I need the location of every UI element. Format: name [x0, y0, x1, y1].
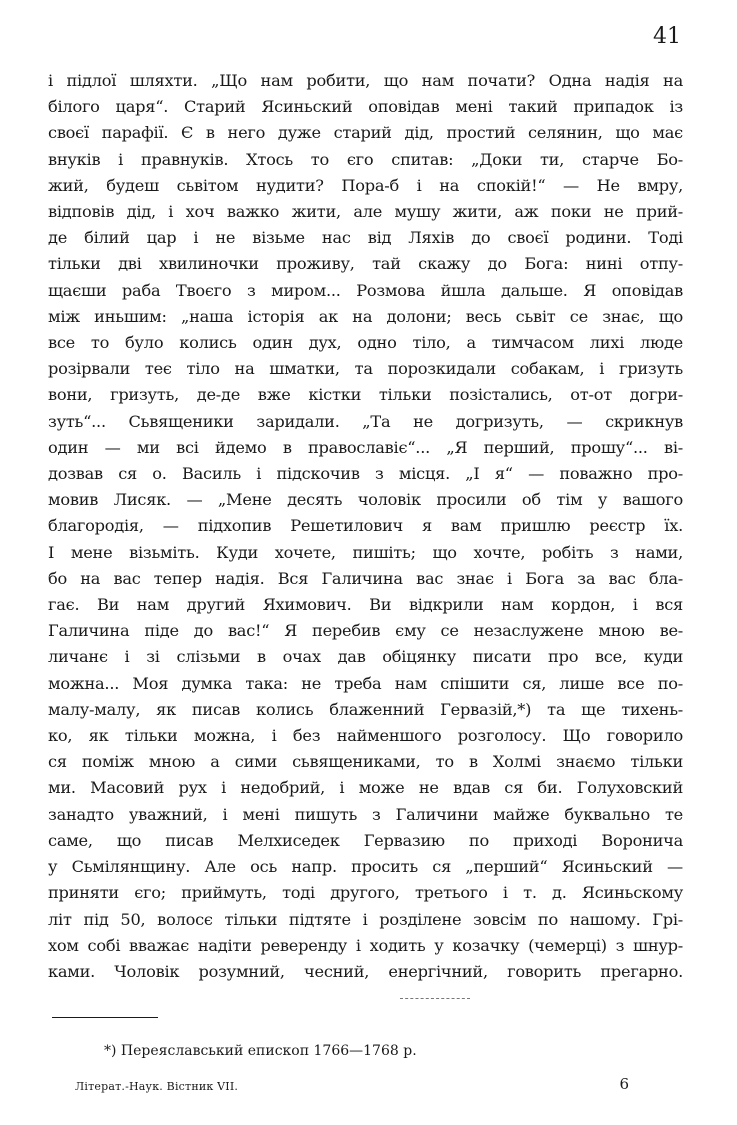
text-line: ко, як тільки можна, і без найменшого розголосу. Що говорило — [48, 726, 683, 746]
text-line: малу-малу, як писав колись блаженний Гервазій,*) та ще тихень- — [48, 699, 683, 719]
text-line: внуків і правнуків. Хтось то єго спитав: „Доки ти, старче Бо- — [48, 149, 683, 169]
text-line: де білий цар і не візьме нас від Ляхів до своєї родини. Тоді — [48, 228, 683, 248]
page-number: 41 — [653, 24, 681, 49]
footnote: *) Переяславський епископ 1766—1768 р. — [104, 1043, 417, 1059]
text-line: і підлої шляхти. „Що нам робити, що нам почати? Одна надія на — [48, 71, 683, 90]
text-line: Галичина піде до вас!“ Я перебив єму се незаслужене мною ве- — [48, 621, 683, 641]
text-line: мовив Лисяк. — „Мене десять чоловік просили об тім у вашого — [48, 490, 683, 510]
text-line: між иньшим: „наша історія ак на долони; весь сьвіт се знає, що — [48, 306, 683, 326]
text-line: личанє і зі слізьми в очах дав обіцянку писати про все, куди — [48, 647, 683, 667]
text-line: можна... Моя думка така: не треба нам спішити ся, лише все по- — [48, 673, 683, 693]
text-line: літ під 50, волосє тільки підтяте і розділене зовсім по нашому. Грі- — [48, 909, 683, 929]
body-text — [48, 68, 683, 985]
text-line: саме, що писав Мелхиседек Гервазию по приході Воронича — [48, 830, 683, 850]
text-line: тільки дві хвилиночки проживу, тай скажу до Бога: нині отпу- — [48, 254, 683, 274]
text-line: занадто уважний, і мені пишуть з Галичини майже буквально те — [48, 804, 683, 824]
printer-signature: Літерат.-Наук. Вістник VII. — [75, 1080, 239, 1093]
text-line: ся поміж мною а сими сьвящениками, то в Холмі знаємо тільки — [48, 752, 683, 772]
text-line: гає. Ви нам другий Яхимович. Ви відкрили нам кордон, і вся — [48, 595, 683, 615]
text-line: хом собі вважає надіти реверенду і ходить у козачку (чемерці) з шнур- — [48, 935, 683, 955]
text-line: приняти єго; приймуть, тоді другого, третього і т. д. Ясиньскому — [48, 883, 683, 903]
text-line: відповів дід, і хоч важко жити, але мушу жити, аж поки не прий- — [48, 202, 683, 222]
text-line: у Сьмілянщину. Але ось напр. просить ся „перший“ Ясиньский — — [48, 857, 683, 877]
text-line: ми. Масовий рух і недобрий, і може не вдав ся би. Голуховский — [48, 778, 683, 798]
text-line: благородія, — підхопив Решетилович я вам пришлю реєстр їх. — [48, 516, 683, 536]
text-line: один — ми всі йдемо в православіє“... „Я перший, прошу“... ві- — [48, 437, 683, 457]
text-line: щаєши раба Твоєго з миром... Розмова йшла дальше. Я оповідав — [48, 280, 683, 300]
text-line: зуть“... Сьвященики заридали. „Та не догризуть, — скрикнув — [48, 411, 683, 431]
text-line: білого царя“. Старий Ясиньский оповідав мені такий припадок із — [48, 97, 683, 117]
text-line: розірвали теє тіло на шматки, та порозкидали собакам, і гризуть — [48, 359, 683, 379]
end-ornament — [400, 998, 470, 1000]
text-line: все то було колись один дух, одно тіло, а тимчасом лихі люде — [48, 333, 683, 353]
text-line: дозвав ся о. Василь і підскочив з місця. „І я“ — поважно про- — [48, 464, 683, 484]
text-line: своєї парафії. Є в него дуже старий дід, простий селянин, що має — [48, 123, 683, 143]
text-line: бо на вас тепер надія. Вся Галичина вас знає і Бога за вас бла- — [48, 568, 683, 588]
text-line: ками. Чоловік розумний, чесний, енергічний, говорить прегарно. — [48, 961, 683, 981]
text-line: жий, будеш сьвітом нудити? Пора-б і на спокій!“ — Не вмру, — [48, 175, 683, 195]
sheet-number: 6 — [619, 1075, 629, 1093]
text-line: вони, гризуть, де-де вже кістки тільки позістались, от-от догри- — [48, 385, 683, 405]
text-line: І мене візьміть. Куди хочете, пишіть; що хочте, робіть з нами, — [48, 542, 683, 562]
footnote-rule — [52, 1017, 158, 1018]
